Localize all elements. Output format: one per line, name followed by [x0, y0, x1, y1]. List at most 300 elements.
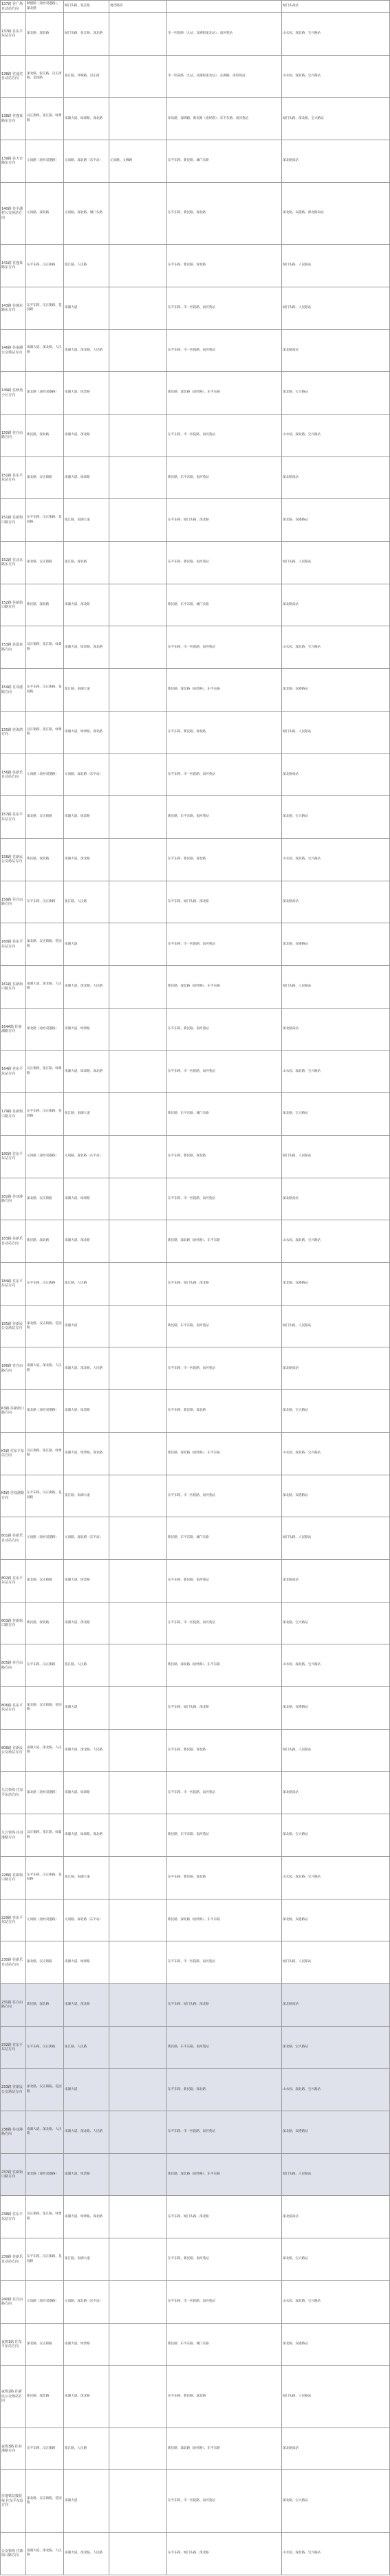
table-row [1, 1008, 390, 1050]
cell-line: 140路 往平湖村公交场站方向 [1, 182, 26, 244]
cell-during: 南湖大道、绿景路、深北路 [64, 1814, 109, 1857]
table-row [1, 329, 390, 372]
cell-stop-change: 东平东路、新民路、南河苑站 [167, 2238, 282, 2281]
table-row [1, 1093, 390, 1136]
cell-stop-change: 东平东路、市一医院路、南河苑站 [167, 287, 282, 329]
cell-before: 深北路、汉正街路 [26, 796, 64, 839]
table-row [1, 669, 390, 712]
cell-stop-change: 新民路、深北路（途经路）、东平东路 [167, 2153, 282, 2196]
cell-during: 张江路、深北路 [64, 542, 109, 584]
cell-during: 南湖大道、深北路 [64, 414, 109, 456]
table-row [1, 1644, 390, 1687]
cell-notes: 城门头南站 [282, 1, 390, 13]
cell-line: 230路 往新乐自动站方向 [1, 1941, 26, 1984]
cell-line: 164路 往东平东站方向 [1, 1050, 26, 1093]
cell-detour [109, 2470, 167, 2532]
cell-stop-change: 东平东路、新民路、深北路 [167, 1856, 282, 1899]
cell-detour [109, 1347, 167, 1390]
cell-detour [109, 923, 167, 966]
cell-notes: 城门头路、深北路、宝兴路站 [282, 98, 390, 140]
cell-line: 239路 往新乐自动站方向 [1, 2238, 26, 2281]
cell-before: 深北路（途经双港路） [26, 1390, 64, 1433]
cell-detour [109, 1390, 167, 1433]
cell-stop-change: 新民路、深北路（途经路）、东平东路 [167, 669, 282, 712]
cell-before: 深北路（途经双港路） [26, 1008, 64, 1050]
cell-line: K5路 往东平东站方向 [1, 1432, 26, 1475]
cell-notes: 深北路、宝兴路站 [282, 2026, 390, 2069]
cell-before: 新民路、深北路 [26, 414, 64, 456]
cell-detour [109, 182, 167, 244]
cell-during: 元岗路、深北路、城门头路 [64, 182, 109, 244]
cell-detour [109, 414, 167, 456]
cell-stop-change: 新民路、东平东路、城门头路 [167, 2323, 282, 2366]
cell-notes: 深北路南站 [282, 2428, 390, 2470]
cell-line: 九江快线 往双港路方向 [1, 1814, 26, 1857]
table-row [1, 1050, 390, 1093]
cell-notes: 深北路、宝兴路站 [282, 796, 390, 839]
cell-before: 深北路、汉正街路、花园路 [26, 2470, 64, 2532]
cell-line: 151路 往东平东站方向 [1, 456, 26, 499]
cell-detour [109, 2111, 167, 2154]
cell-detour [109, 55, 167, 98]
cell-during: 城门头路、张江路 [64, 1, 109, 13]
table-row [1, 711, 390, 753]
cell-before: 元岗路（途经双港路） [26, 1517, 64, 1560]
cell-stop-change: 东平东路、新民路、南河苑站 [167, 1008, 282, 1050]
cell-detour [109, 711, 167, 753]
cell-notes: 城门头路、人民路站 [282, 711, 390, 753]
cell-stop-change: 东平东路、城门头路、深北路 [167, 2532, 282, 2575]
cell-notes: 山水园、深北路、宝兴路站 [282, 1050, 390, 1093]
cell-during: 南湖大道、深北路、人民路 [64, 1729, 109, 1772]
cell-detour [109, 13, 167, 56]
cell-stop-change: 新民路、东平东路、南河苑站 [167, 456, 282, 499]
cell-during: 元岗路、深北路（东平站） [64, 1135, 109, 1178]
cell-before: 东平东路、汉正街路 [26, 2026, 64, 2069]
table-row [1, 499, 390, 542]
table-row [1, 182, 390, 244]
cell-before: 南湖大道、深北路、人民路 [26, 329, 64, 372]
cell-before: 南湖大道、深北路、人民路 [26, 966, 64, 1009]
cell-before: 元岗路（途经双港路） [26, 140, 64, 183]
cell-detour [109, 1517, 167, 1560]
cell-during: 南湖大道、绿景路 [64, 2153, 109, 2196]
cell-detour [109, 287, 167, 329]
cell-detour [109, 1263, 167, 1306]
cell-stop-change: 东平东路、城门头路、深北路 [167, 1687, 282, 1730]
cell-detour [109, 329, 167, 372]
cell-before: 新民路、深北路 [26, 584, 64, 626]
cell-during: 南湖大道、深北路 [64, 584, 109, 626]
cell-detour [109, 966, 167, 1009]
cell-notes: 深北路、宝兴路站 [282, 1093, 390, 1136]
cell-line: 137路 往广场自动站方向 [1, 1, 26, 13]
cell-stop-change: 新民路、深北路（途经路）、东平东路 [167, 1644, 282, 1687]
cell-before: 东平东路、汉正街路 [26, 1263, 64, 1306]
table-row [1, 2238, 390, 2281]
cell-line: 152路 往北京路东方向 [1, 542, 26, 584]
cell-detour [109, 669, 167, 712]
cell-line: 236路 往双港路方向 [1, 2111, 26, 2154]
cell-during: 张江路、南湖大道 [64, 2238, 109, 2281]
cell-during: 城门头路、张江路、深北路 [64, 13, 109, 56]
cell-notes: 深北路、宝兴路站 [282, 2238, 390, 2281]
cell-line: 238路 往东平东站方向 [1, 2196, 26, 2238]
cell-notes: 深北路、双港路站 [282, 2323, 390, 2366]
cell-during: 张江路、人民路 [64, 1644, 109, 1687]
cell-before: 深北路、汉正街路 [26, 2323, 64, 2366]
cell-stop-change: 东平东路、新民路、南河苑站 [167, 542, 282, 584]
cell-detour [109, 1729, 167, 1772]
cell-notes: 深北路南站 [282, 456, 390, 499]
cell-during: 南湖大道、深北路 [64, 1602, 109, 1644]
cell-during: 张江路、南湖大道 [64, 1093, 109, 1136]
cell-line: 138路 往蓬莱路东方向 [1, 98, 26, 140]
cell-line: 151路 往新街口路方向 [1, 499, 26, 542]
cell-notes: 山水园、深北路、宝兴路站 [282, 2069, 390, 2111]
cell-notes: 深北路南站 [282, 140, 390, 183]
cell-detour [109, 1050, 167, 1093]
cell-during: 张江路、南湖大道 [64, 1475, 109, 1517]
cell-detour [109, 1220, 167, 1263]
cell-before: 元岗路、深北路 [26, 182, 64, 244]
table-row [1, 1135, 390, 1178]
cell-during: 元岗路、深北路（东平站） [64, 140, 109, 183]
cell-during: 南湖大道、绿景路 [64, 2323, 109, 2366]
cell-during: 南湖大道、绿景路 [64, 796, 109, 839]
cell-detour [109, 2026, 167, 2069]
cell-during: 南湖大道、深北路 [64, 2366, 109, 2428]
cell-before: 东平东路、汉正街路、花园路 [26, 1475, 64, 1517]
cell-during: 南湖大道、绿景路 [64, 1390, 109, 1433]
cell-detour [109, 1093, 167, 1136]
cell-notes: 城门头路、人民路站 [282, 1941, 390, 1984]
cell-line: 149路 往秋苑小区方向 [1, 372, 26, 415]
table-row [1, 1390, 390, 1433]
table-row [1, 1687, 390, 1730]
cell-detour [109, 2323, 167, 2366]
cell-during: 南湖大道、绿景路 [64, 372, 109, 415]
cell-notes: 深北路、双港路站 [282, 1475, 390, 1517]
cell-line: 139路 往天台路东方向 [1, 140, 26, 183]
cell-notes: 山水园、深北路、宝兴路站 [282, 1432, 390, 1475]
cell-notes: 深北路、双港路站 [282, 499, 390, 542]
cell-line: 160路 往东平东站方向 [1, 923, 26, 966]
cell-notes: 深北路南站 [282, 584, 390, 626]
cell-stop-change: 东平东路、新民路、深北路 [167, 1390, 282, 1433]
cell-before: 元岗路（途经双港路） [26, 1899, 64, 1941]
cell-during: 张江路、人民路 [64, 881, 109, 923]
cell-notes: 深北路、双港路站 [282, 669, 390, 712]
cell-before: 深北路、汉正街路、花园路 [26, 1305, 64, 1347]
table-row [1, 98, 390, 140]
table-row [1, 2470, 390, 2532]
cell-detour [109, 838, 167, 881]
table-row [1, 1263, 390, 1306]
cell-line: 240路 往自由路方向 [1, 2280, 26, 2323]
cell-stop-change: 东平东路、城门头路、深北路 [167, 881, 282, 923]
cell-during: 南湖大道 [64, 1687, 109, 1730]
cell-notes: 深北路、双港路、深北路南站 [282, 182, 390, 244]
cell-stop-change: 东平东路、城门头路、深北路 [167, 1983, 282, 2026]
cell-before: 深北路、汉正街路 [26, 542, 64, 584]
table-row [1, 542, 390, 584]
cell-detour [109, 753, 167, 796]
cell-stop-change: 东平东路、新民路、南河苑站 [167, 1559, 282, 1602]
cell-notes: 深北路、双港路站 [282, 923, 390, 966]
cell-during: 南湖大道、绿景路 [64, 1559, 109, 1602]
cell-before: 南湖大道、深北路、人民路 [26, 1347, 64, 1390]
cell-line: 801路 往新乐自动站方向 [1, 1517, 26, 1560]
cell-detour [109, 1008, 167, 1050]
cell-detour [109, 1178, 167, 1220]
cell-detour [109, 1475, 167, 1517]
cell-notes: 城门头路、人民路站 [282, 2153, 390, 2196]
cell-before: 东平东路、汉正街路 [26, 1644, 64, 1687]
cell-before: 元岗路（途经双港路） [26, 1135, 64, 1178]
cell-line: 185路 往新民公交场站方向 [1, 1305, 26, 1347]
cell-line: 146路 往南湖公交场站方向 [1, 329, 26, 372]
cell-stop-change: 新民路、东平东路、南河苑站 [167, 2026, 282, 2069]
cell-notes: 山水园、深北路、宝兴路站 [282, 838, 390, 881]
table-row [1, 796, 390, 839]
cell-before: 汉正街路、张江路、绿景路 [26, 1814, 64, 1857]
cell-notes: 城门头路、人民路站 [282, 1729, 390, 1772]
cell-before: 东平东路、汉正街路、花园路 [26, 669, 64, 712]
cell-line: 155路 往海湾方向 [1, 711, 26, 753]
cell-stop-change: 东平东路、市一医院路、南河苑站 [167, 2111, 282, 2154]
cell-detour [109, 1941, 167, 1984]
cell-detour [109, 881, 167, 923]
cell-line: 150路 往自由路方向 [1, 414, 26, 456]
cell-before: 东平东路、汉正街路、花园路 [26, 1093, 64, 1136]
cell-during: 南湖大道、绿景路、深北路 [64, 98, 109, 140]
cell-detour [109, 1559, 167, 1602]
table-row [1, 1220, 390, 1263]
cell-before: 深北路、汉正街路 [26, 1178, 64, 1220]
cell-before: 东平东路、汉正街路、花园路 [26, 499, 64, 542]
cell-detour [109, 542, 167, 584]
cell-detour [109, 1687, 167, 1730]
cell-line: 229路 往东平东站方向 [1, 1899, 26, 1941]
route-change-table-body [1, 1, 390, 2575]
cell-line: 806路 往东平东站方向 [1, 1687, 26, 1730]
cell-stop-change: 东平东路、新民路、深北路 [167, 838, 282, 881]
cell-stop-change: 东平东路、城门头路、深北路 [167, 499, 282, 542]
cell-before: 新民路、深北路 [26, 1983, 64, 2026]
cell-during: 张江路、环城路、汉正街 [64, 55, 109, 98]
cell-line: 157路 往东平东站方向 [1, 796, 26, 839]
cell-stop-change: 东平东路、市一医院路、南河苑站 [167, 1772, 282, 1814]
cell-stop-change: 东平东路、新民路、深北路 [167, 245, 282, 287]
cell-before: 深北路、汉正街路 [26, 1559, 64, 1602]
cell-line: 228路 往新街口路方向 [1, 1856, 26, 1899]
cell-line: 137路 往东平东站方向 [1, 13, 26, 56]
table-row [1, 1178, 390, 1220]
cell-before: 汉正街路、张江路、绿景路 [26, 1050, 64, 1093]
cell-line: 184路 往东平东站方向 [1, 1263, 26, 1306]
cell-before: 深北路、汉正街路、花园路 [26, 2069, 64, 2111]
cell-before: 新民路、深北路 [26, 838, 64, 881]
cell-notes: 城门头路、人民路站 [282, 1517, 390, 1560]
cell-detour [109, 1899, 167, 1941]
cell-detour [109, 2428, 167, 2470]
cell-before: 元岗路（途经双港路） [26, 2280, 64, 2323]
cell-detour [109, 584, 167, 626]
cell-during: 张江路、人民路 [64, 2026, 109, 2069]
cell-line: 180路 往东平东站方向 [1, 1135, 26, 1178]
cell-notes: 城门头路、人民路站 [282, 542, 390, 584]
cell-line: 805路 往自由路方向 [1, 1644, 26, 1687]
cell-before: 深北路、张江路、汉正街路、花园路 [26, 55, 64, 98]
cell-before: 东平东路、汉正街路、花园路 [26, 2238, 64, 2281]
table-row [1, 2323, 390, 2366]
table-row [1, 1899, 390, 1941]
cell-stop-change: 新民路、东平东路、南河苑站 [167, 796, 282, 839]
cell-stop-change: 东平东路、市一医院路、南河苑站 [167, 1602, 282, 1644]
cell-line: 161路 往新街口路方向 [1, 966, 26, 1009]
table-row [1, 2196, 390, 2238]
cell-during: 南湖大道、绿景路、深北路 [64, 711, 109, 753]
cell-during: 南湖大道、深北路、人民路 [64, 1347, 109, 1390]
cell-line: 802路 往东平东站方向 [1, 1559, 26, 1602]
cell-stop-change: 东平东路、市一医院路、南河苑站 [167, 2470, 282, 2532]
cell-notes: 深北路、宝兴路站 [282, 372, 390, 415]
table-row [1, 2153, 390, 2196]
table-row [1, 1856, 390, 1899]
cell-before: 汉正街路、张江路、绿景路 [26, 98, 64, 140]
cell-notes: 深北路南站 [282, 1559, 390, 1602]
cell-during: 张江路、南湖大道 [64, 669, 109, 712]
cell-line: 158路 往新民公交场站方向 [1, 838, 26, 881]
cell-before: 深北路（途经双港路） [26, 1772, 64, 1814]
cell-during: 南湖大道、深北路 [64, 1983, 109, 2026]
cell-before: 新民路、深北路 [26, 1602, 64, 1644]
table-row [1, 2366, 390, 2428]
cell-stop-change: 东平东路、市一医院路、南河苑站 [167, 1347, 282, 1390]
cell-notes: 山水园、深北路、宝兴路站 [282, 2280, 390, 2323]
cell-stop-change: 新民路、深北路（途经路）、东平东路 [167, 1432, 282, 1475]
cell-before: 深北路、汉正街路 [26, 1941, 64, 1984]
cell-stop-change: 东平东路、新民路、城门头路 [167, 140, 282, 183]
cell-during: 南湖大道、绿景路 [64, 1008, 109, 1050]
cell-during: 南湖大道、深北路、人民路 [64, 329, 109, 372]
cell-stop-change: 新民路、深北路（途经路）、东平东路 [167, 966, 282, 1009]
cell-during: 南湖大道 [64, 1305, 109, 1347]
cell-stop-change: 东平东路、市一医院路、南河苑站 [167, 923, 282, 966]
cell-stop-change: 市一医院路（九站、双港街道北站）、东湖路、南河苑站 [167, 55, 282, 98]
cell-notes: 深北路南站 [282, 2196, 390, 2238]
cell-during: 张江路、人民路 [64, 245, 109, 287]
cell-detour [109, 499, 167, 542]
cell-stop-change: 东平东路、新民路、深北路 [167, 1135, 282, 1178]
cell-before: 东平东路、汉正街路、花园路 [26, 287, 64, 329]
table-row [1, 1475, 390, 1517]
cell-detour [109, 1305, 167, 1347]
cell-detour [109, 2238, 167, 2281]
cell-detour [109, 1856, 167, 1899]
cell-notes: 城门头路、人民路站 [282, 1135, 390, 1178]
cell-before: 顺德路（途经双港路）、深北路 [26, 1, 64, 13]
cell-line: 夜班3路 往双港路方向 [1, 2428, 26, 2470]
table-row [1, 838, 390, 881]
table-row [1, 1814, 390, 1857]
table-row [1, 626, 390, 669]
table-row [1, 2532, 390, 2575]
cell-detour [109, 245, 167, 287]
cell-during: 南湖大道 [64, 2470, 109, 2532]
cell-notes: 山水园、深北路、宝兴路站 [282, 626, 390, 669]
table-row [1, 414, 390, 456]
cell-during: 元岗路、深北路（东平站） [64, 2280, 109, 2323]
cell-during: 南湖大道、绿景路 [64, 1178, 109, 1220]
table-row [1, 1983, 390, 2026]
cell-before: 新民路、深北路 [26, 1220, 64, 1263]
cell-before: 南湖大道、深北路、人民路 [26, 2111, 64, 2154]
cell-during: 南湖大道、绿景路 [64, 1941, 109, 1984]
table-row [1, 456, 390, 499]
table-row [1, 1772, 390, 1814]
cell-detour [109, 1983, 167, 2026]
cell-during: 南湖大道、绿景路、深北路 [64, 626, 109, 669]
cell-detour [109, 98, 167, 140]
cell-notes: 城门头路、人民路站 [282, 245, 390, 287]
table-row [1, 1305, 390, 1347]
cell-notes: 深北路、双港路站 [282, 1263, 390, 1306]
cell-stop-change: 东平东路、市一医院路、南河苑站 [167, 2280, 282, 2323]
cell-notes: 深北路南站 [282, 881, 390, 923]
cell-before: 深北路（途经双港路） [26, 2153, 64, 2196]
cell-notes: 深北路南站 [282, 1008, 390, 1050]
cell-notes: 城门头路、人民路站 [282, 287, 390, 329]
cell-before: 深北路、汉正街路 [26, 456, 64, 499]
cell-before: 深北路、汉正街路、花园路 [26, 1687, 64, 1730]
cell-line: 179路 往新街口路方向 [1, 1093, 26, 1136]
table-row [1, 584, 390, 626]
table-row [1, 245, 390, 287]
cell-stop-change: 东平东路、新民路、深北路 [167, 2366, 282, 2428]
cell-stop-change: 东平东路、市一医院路、南河苑站 [167, 414, 282, 456]
cell-stop-change: 新民路、东平东路、城门头路 [167, 1517, 282, 1560]
table-row [1, 881, 390, 923]
cell-stop-change: 新民路、深北路（途经路）、东平东路 [167, 2428, 282, 2470]
cell-line: 156路 往新乐自动站方向 [1, 753, 26, 796]
cell-during: 张江路、南湖大道 [64, 1856, 109, 1899]
cell-detour [109, 1644, 167, 1687]
cell-line: 152路 往新街口路方向 [1, 584, 26, 626]
cell-before: 深北路（途经双港路） [26, 372, 64, 415]
cell-line: 九江快线 往东平东站方向 [1, 1772, 26, 1814]
cell-line: 186路 往自由路方向 [1, 1347, 26, 1390]
cell-notes: 深北路南站 [282, 329, 390, 372]
cell-before: 汉正街路、张江路、绿景路 [26, 626, 64, 669]
cell-notes: 深北路南站 [282, 753, 390, 796]
cell-line: 138路 往通达自动站方向 [1, 55, 26, 98]
cell-stop-change [167, 1, 282, 13]
cell-notes: 山水园、深北路、宝兴路站 [282, 414, 390, 456]
cell-before: 东平东路、汉正街路 [26, 2428, 64, 2470]
cell-detour [109, 1602, 167, 1644]
cell-line: K3路 往新街口路方向 [1, 1390, 26, 1433]
table-row [1, 13, 390, 56]
cell-before: 深北路、深北路 [26, 13, 64, 56]
table-row [1, 2428, 390, 2470]
cell-before: 汉正街路、张江路、绿景路 [26, 711, 64, 753]
cell-during: 元岗路、深北路（东平站） [64, 1517, 109, 1560]
cell-detour: 元岗路、文峰路 [109, 140, 167, 183]
cell-during: 南湖大道 [64, 923, 109, 966]
cell-notes: 山水园、深北路、宝兴路站 [282, 1220, 390, 1263]
